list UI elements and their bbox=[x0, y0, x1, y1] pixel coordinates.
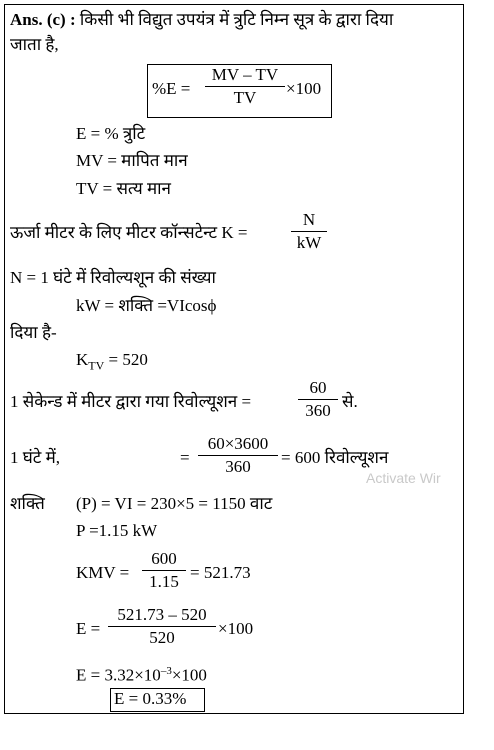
def-mv: MV = मापित मान bbox=[76, 151, 188, 170]
e-calc-num: 521.73 – 520 bbox=[117, 605, 207, 624]
e-exp-base: E = 3.32×10 bbox=[76, 665, 161, 685]
e-exp-power: –3 bbox=[160, 665, 172, 677]
meter-constant-fraction bbox=[291, 210, 327, 253]
power-expression: (P) = VI = 230×5 = 1150 वाट bbox=[76, 494, 273, 513]
meter-constant-text: ऊर्जा मीटर के लिए मीटर कॉन्सटेन्ट K = bbox=[10, 223, 248, 242]
rev-per-second-den: 360 bbox=[305, 401, 331, 420]
rev-per-hour-label: 1 घंटे में, bbox=[10, 448, 61, 467]
ktv-number: = 520 bbox=[104, 350, 148, 369]
kmv-lhs: KMV = bbox=[76, 563, 130, 582]
e-calc-tail: ×100 bbox=[218, 619, 254, 638]
kmv-den: 1.15 bbox=[149, 572, 179, 591]
rev-per-hour-den: 360 bbox=[225, 457, 251, 476]
final-result: E = 0.33% bbox=[114, 689, 187, 708]
def-e: E = % त्रुटि bbox=[76, 124, 146, 143]
rev-per-second-unit: से. bbox=[342, 392, 358, 411]
rev-per-second-fraction bbox=[298, 378, 338, 421]
power-kw: P =1.15 kW bbox=[76, 521, 158, 540]
e-calc-lhs: E = bbox=[76, 619, 101, 638]
ktv-subscript: TV bbox=[88, 358, 105, 373]
def-tv: TV = सत्य मान bbox=[76, 179, 171, 198]
power-label: शक्ति bbox=[10, 494, 45, 513]
e-exp-tail: ×100 bbox=[171, 665, 207, 685]
rev-per-hour-eq: = bbox=[180, 448, 190, 467]
e-calc-fraction bbox=[108, 605, 216, 648]
rev-per-hour-result: = 600 रिवोल्यूशन bbox=[281, 448, 389, 467]
answer-label: Ans. (c) : bbox=[10, 10, 76, 29]
kmv-num: 600 bbox=[151, 549, 177, 568]
ktv-value bbox=[76, 350, 148, 375]
meter-constant-den: kW bbox=[296, 233, 322, 252]
rev-per-hour-fraction bbox=[198, 434, 278, 477]
e-exponent-line bbox=[76, 661, 207, 686]
intro-line-2: जाता है, bbox=[10, 35, 59, 54]
rev-per-second-text: 1 सेकेन्ड में मीटर द्वारा गया रिवोल्यूशन = bbox=[10, 392, 252, 411]
formula-lhs: %E = bbox=[152, 79, 191, 98]
e-calc-den: 520 bbox=[149, 628, 175, 647]
intro-line-1: किसी भी विद्युत उपयंत्र में त्रुटि निम्न सूत्र के द्वारा दिया bbox=[79, 10, 394, 29]
kmv-result: = 521.73 bbox=[190, 563, 251, 582]
given-label: दिया है- bbox=[10, 323, 57, 342]
formula-denominator: TV bbox=[233, 88, 257, 107]
n-definition: N = 1 घंटे में रिवोल्यशून की संख्या bbox=[10, 268, 216, 287]
formula-tail: ×100 bbox=[286, 79, 322, 98]
kw-definition: kW = शक्ति =VIcosϕ bbox=[76, 296, 217, 315]
ktv-symbol: K bbox=[76, 350, 89, 369]
formula-fraction bbox=[205, 65, 285, 108]
kmv-fraction bbox=[142, 549, 186, 592]
answer-intro bbox=[10, 10, 393, 30]
formula-numerator: MV – TV bbox=[211, 65, 279, 84]
watermark: Activate Wir bbox=[366, 470, 441, 486]
rev-per-hour-num: 60×3600 bbox=[207, 434, 269, 453]
meter-constant-num: N bbox=[302, 210, 316, 229]
rev-per-second-num: 60 bbox=[309, 378, 327, 397]
